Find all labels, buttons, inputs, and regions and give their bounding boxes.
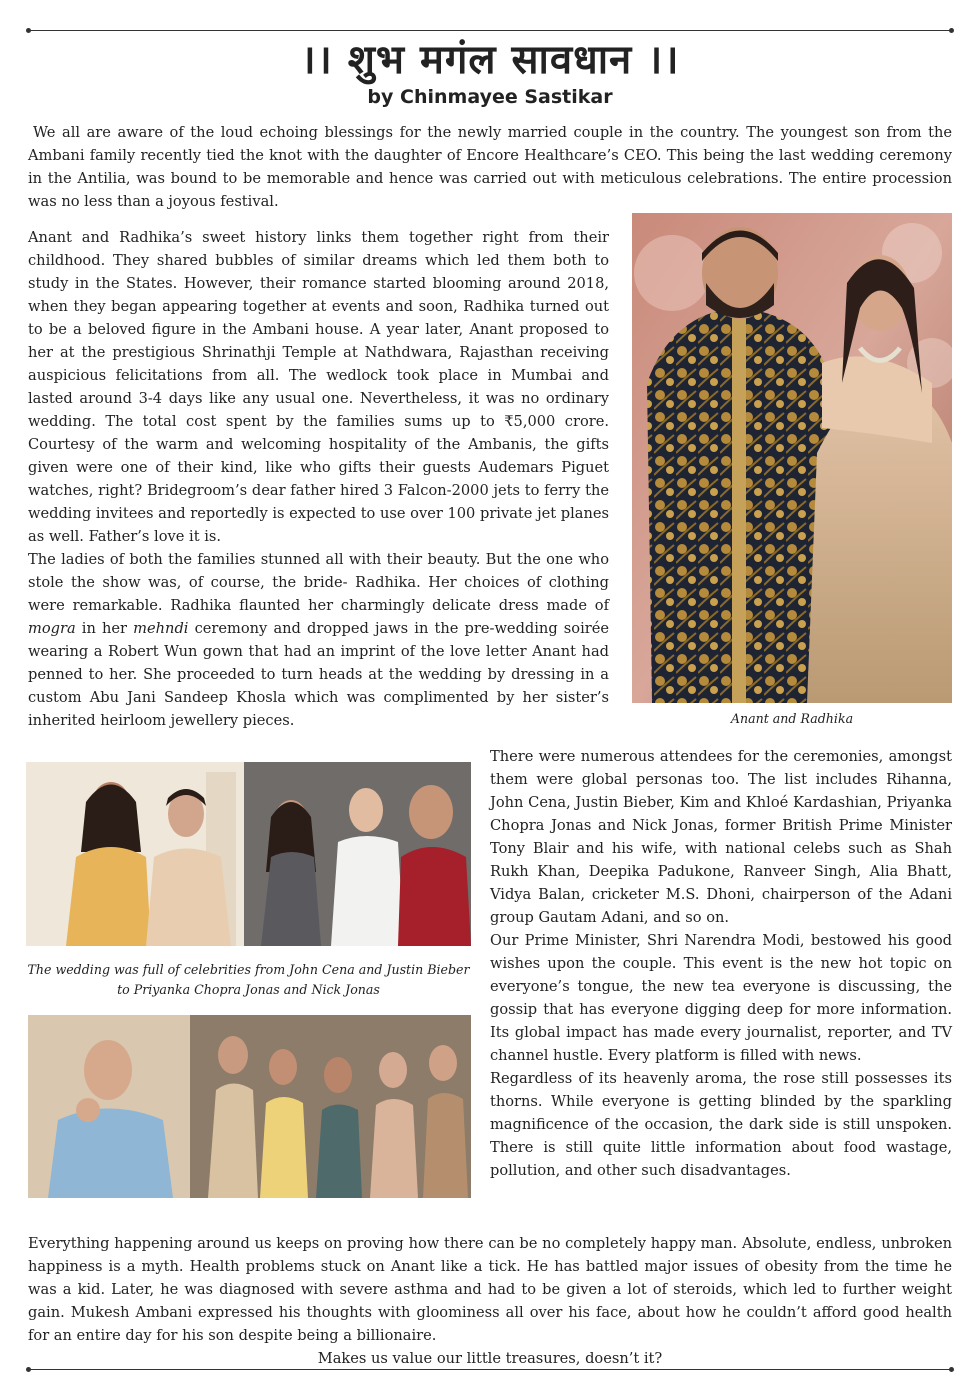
celebrities-caption: The wedding was full of celebrities from John Cena and Justin Bieber to Priyanka Chopra Jonas and Nick Jonas	[27, 962, 470, 997]
tagline: Makes us value our little treasures, doesn’t it?	[317, 1350, 663, 1367]
celebrities-photo-bottom	[28, 1015, 471, 1198]
top-rule	[28, 30, 952, 31]
right-column	[490, 745, 952, 1182]
fashion-paragraph	[28, 548, 609, 732]
thorns-paragraph: Regardless of its heavenly aroma, the rose still possesses its thorns. While everyone is getting blinded by the sparkling magnificence of the occasion, the dark side is still unspoken. There is still quite little information about food wastage, pollution, and other such disadvantages.	[490, 1070, 952, 1179]
attendees-paragraph: There were numerous attendees for the ceremonies, amongst them were global personas too. The list includes Rihanna, John Cena, Justin Bieber, Kim and Khloé Kardashian, Priyanka Chopra Jonas and Nick Jonas, former British Prime Minister Tony Blair and his wife, with national celebs such as Shah Rukh Khan, Deepika Padukone, Ranveer Singh, Alia Bhatt, Vidya Balan, cricketer M.S. Dhoni, chairperson of the Adani group Gautam Adani, and so on.	[490, 748, 952, 926]
intro-paragraph: We all are aware of the loud echoing blessings for the newly married couple in the country. The youngest son from the Ambani family recently tied the knot with the daughter of Encore Healthcare’s CEO. This being the last wedding ceremony in the Antilia, was bound to be memorable and hence was carried out with meticulous celebrations. The entire procession was no less than a joyous festival.	[28, 124, 952, 210]
prime-minister-paragraph: Our Prime Minister, Shri Narendra Modi, bestowed his good wishes upon the couple. This event is the new hot topic on everyone’s tongue, the new tea everyone is discussing, the gossip that has everyone digging deep for more information. Its global impact has made every journalist, reporter, and TV channel hustle. Every platform is filled with news.	[490, 932, 952, 1064]
fashion-text-b: in her	[75, 620, 134, 637]
fashion-text-a: The ladies of both the families stunned all with their beauty. But the one who stole the show was, of course, the bride- Radhika. Her choices of clothing were remarkable. Radhika flaunted her charmingly delicate dress made of	[28, 551, 609, 614]
celebrities-photo-top	[26, 762, 471, 946]
history-paragraph: Anant and Radhika’s sweet history links them together right from their childhood. They shared bubbles of similar dreams which led them both to study in the States. However, their romance started blooming around 2018, when they began appearing together at events and soon, Radhika turned out to be a beloved figure in the Ambani house. A year later, Anant proposed to her at the prestigious Shrinathji Temple at Nathdwara, Rajasthan receiving auspicious felicitations from all. The wedlock took place in Mumbai and lasted around 3-4 days like any usual one. Nevertheless, it was no ordinary wedding. The total cost spent by the families sums up to ₹5,000 crore. Courtesy of the warm and welcoming hospitality of the Ambanis, the gifts given were one of their kind, like who gifts their guests Audemars Piguet watches, right? Bridegroom’s dear father hired 3 Falcon-2000 jets to ferry the wedding invitees and reportedly is expected to use over 100 private jet planes as well. Father’s love it is.	[28, 229, 609, 545]
couple-caption: Anant and Radhika	[730, 711, 854, 726]
closing-paragraph: Everything happening around us keeps on proving how there can be no completely happy man. Absolute, endless, unbroken happiness is a myth. Health problems stuck on Anant like a tick. He has battled major issues of obesity from the time he was a kid. Later, he was diagnosed with severe asthma and had to be given a lot of steroids, which led to further weight gain. Mukesh Ambani expressed his thoughts with gloominess all over his face, about how he couldn’t afford good health for an entire day for his son despite being a billionaire.	[28, 1235, 952, 1344]
mehndi-term: mehndi	[133, 620, 189, 637]
left-column	[28, 226, 609, 732]
article-title: ।। शुभ मगंल सावधान ।।	[300, 37, 680, 83]
mogra-term: mogra	[28, 620, 76, 637]
byline: by Chinmayee Sastikar	[367, 86, 613, 108]
bottom-rule	[28, 1369, 952, 1370]
couple-photo	[632, 213, 952, 703]
fashion-text-c: ceremony and dropped jaws in the pre-wedding soirée wearing a Robert Wun gown that had an imprint of the love letter Anant had penned to her. She proceeded to turn heads at the wedding by dressing in a custom Abu Jani Sandeep Khosla which was complimented by her sister’s inherited heirloom jewellery pieces.	[28, 620, 609, 729]
